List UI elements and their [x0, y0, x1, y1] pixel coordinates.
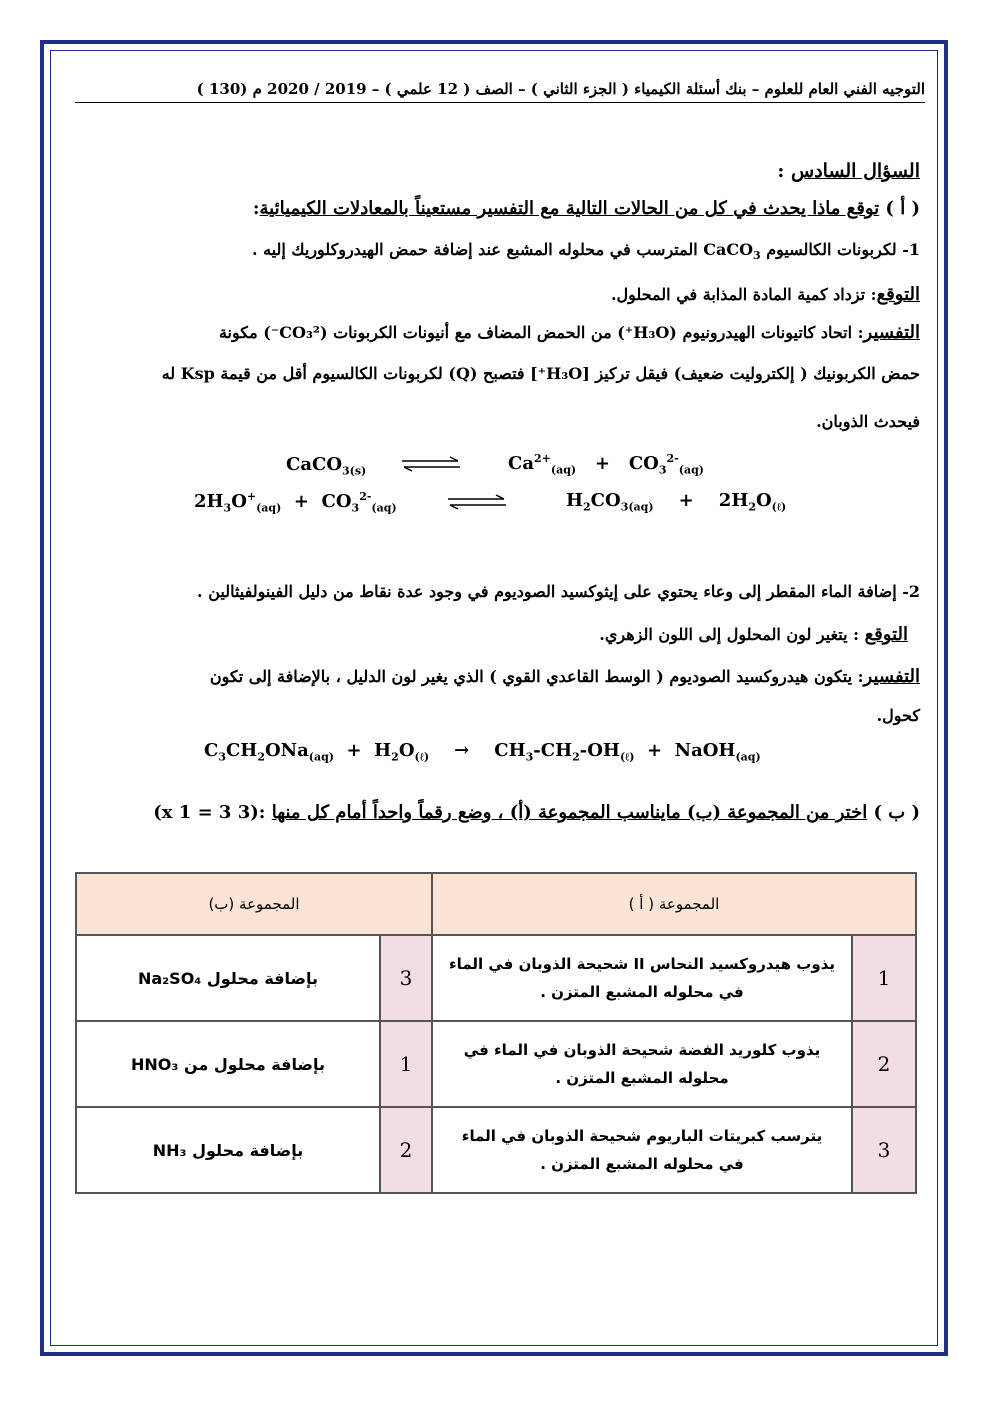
item1-stem-pre: 1- لكربونات الكالسيوم [760, 240, 920, 259]
item2-explain-line1 [70, 666, 920, 687]
item1-explain-line2: حمض الكربونيك ( إلكتروليت ضعيف) فيقل تركيز [H₃O⁺] فتصبح (Q) لكربونات الكالسيوم أقل من قيمة Ksp له [161, 364, 920, 383]
eq1-right: $Ca^{2+}_{(aq)}$ + $CO_3^{2-}_{(aq)}$ [508, 452, 704, 477]
item1-explain-line1 [70, 322, 920, 343]
item1-predict-label: التوقع [876, 284, 920, 305]
table-header-row [76, 873, 916, 935]
row-text-a: يترسب كبريتات الباريوم شحيحة الذوبان في الماء في محلوله المشبع المتزن . [432, 1107, 852, 1193]
part-b-title: اختر من المجموعة (ب) مايناسب المجموعة (أ) ، وضع رقماً واحداً أمام كل منها [271, 802, 868, 823]
item2-explain-label: التفسير [863, 666, 920, 687]
item1-formula [703, 240, 761, 263]
item1-formula-text: CaCO [703, 240, 754, 259]
question-title [777, 160, 920, 182]
item1-formula-sub: 3 [753, 249, 761, 263]
item1-prediction [611, 284, 920, 305]
header-group-b: المجموعة (ب) [76, 873, 432, 935]
part-b-prefix: ( ب ) [867, 802, 920, 823]
row-text-b: بإضافة محلول Na₂SO₄ [76, 935, 380, 1021]
item2-stem: 2- إضافة الماء المقطر إلى وعاء يحتوي على إيثوكسيد الصوديوم في وجود عدة نقاط من دليل الفينولفيثالين . [197, 582, 920, 601]
item1-stem-post: المترسب في محلوله المشبع عند إضافة حمض الهيدروكلوريك إليه . [251, 240, 704, 259]
item2-explain-text1: : يتكون هيدروكسيد الصوديوم ( الوسط القاعدي القوي ) الذي يغير لون الدليل ، بالإضافة إلى تكون [209, 667, 864, 686]
item1-explain-label: التفسير [863, 322, 920, 343]
header-group-a: المجموعة ( أ ) [432, 873, 916, 935]
eq3: $C_3CH_2ONa_{(aq)} + H_2O_{(\ell)}$ → $CH_3-CH_2-OH_{(\ell)}$ + NaOH$_{(aq)}$ [204, 740, 761, 764]
item1-predict-text: : تزداد كمية المادة المذابة في المحلول. [610, 285, 877, 304]
table-row [76, 1021, 916, 1107]
part-a-heading [253, 198, 920, 219]
item1-explain-text1: : اتحاد كاتيونات الهيدرونيوم (H₃O⁺) من الحمض المضاف مع أنيونات الكربونات (CO₃²⁻) مكونة [218, 323, 864, 342]
equilibrium-arrow-icon-2 [446, 494, 508, 510]
row-answer-b: 3 [380, 935, 432, 1021]
item2-explain-line2: كحول. [876, 706, 920, 725]
part-a-suffix: : [252, 198, 260, 219]
page-header: التوجيه الفني العام للعلوم – بنك أسئلة الكيمياء ( الجزء الثاني ) – الصف ( 12 علمي ) – 2019 / 2020 م (130 ) [75, 80, 925, 103]
row-text-a: يذوب هيدروكسيد النحاس II شحيحة الذوبان في الماء في محلوله المشبع المتزن . [432, 935, 852, 1021]
item2-predict-label: التوقع [864, 624, 908, 645]
question-title-colon: : [777, 160, 791, 182]
item2-prediction [599, 624, 908, 645]
row-answer-b: 1 [380, 1021, 432, 1107]
eq1-left: CaCO$_{3(s)}$ [286, 454, 367, 478]
table-row [76, 1107, 916, 1193]
row-answer-b: 2 [380, 1107, 432, 1193]
part-b-heading [153, 802, 920, 823]
part-b-suffix: :(3 x 1 = 3) [153, 802, 272, 823]
item2-predict-text: : يتغير لون المحلول إلى اللون الزهري. [599, 625, 865, 644]
eq2-right: $H_2CO_{3(aq)}$ + $2H_2O_{(\ell)}$ [566, 490, 787, 514]
row-number-a: 3 [852, 1107, 916, 1193]
table-row [76, 935, 916, 1021]
item1-explain-line3: فيحدث الذوبان. [816, 412, 920, 431]
question-title-text: السؤال السادس [791, 160, 920, 182]
reaction-arrow-icon: → [454, 740, 470, 761]
equilibrium-arrow-icon [400, 456, 462, 472]
row-text-b: بإضافة محلول NH₃ [76, 1107, 380, 1193]
row-text-a: يذوب كلوريد الفضة شحيحة الذوبان في الماء في محلوله المشبع المتزن . [432, 1021, 852, 1107]
eq2-left: $2H_3O^+_{(aq)} + CO_3^{2-}_{(aq)}$ [194, 490, 397, 515]
item1-stem [252, 240, 920, 262]
row-text-b: بإضافة محلول من HNO₃ [76, 1021, 380, 1107]
matching-table [75, 872, 917, 1194]
part-a-title: توقع ماذا يحدث في كل من الحالات التالية مع التفسير مستعيناً بالمعادلات الكيميائية [259, 198, 880, 219]
row-number-a: 2 [852, 1021, 916, 1107]
part-a-prefix: ( أ ) [879, 198, 920, 219]
row-number-a: 1 [852, 935, 916, 1021]
